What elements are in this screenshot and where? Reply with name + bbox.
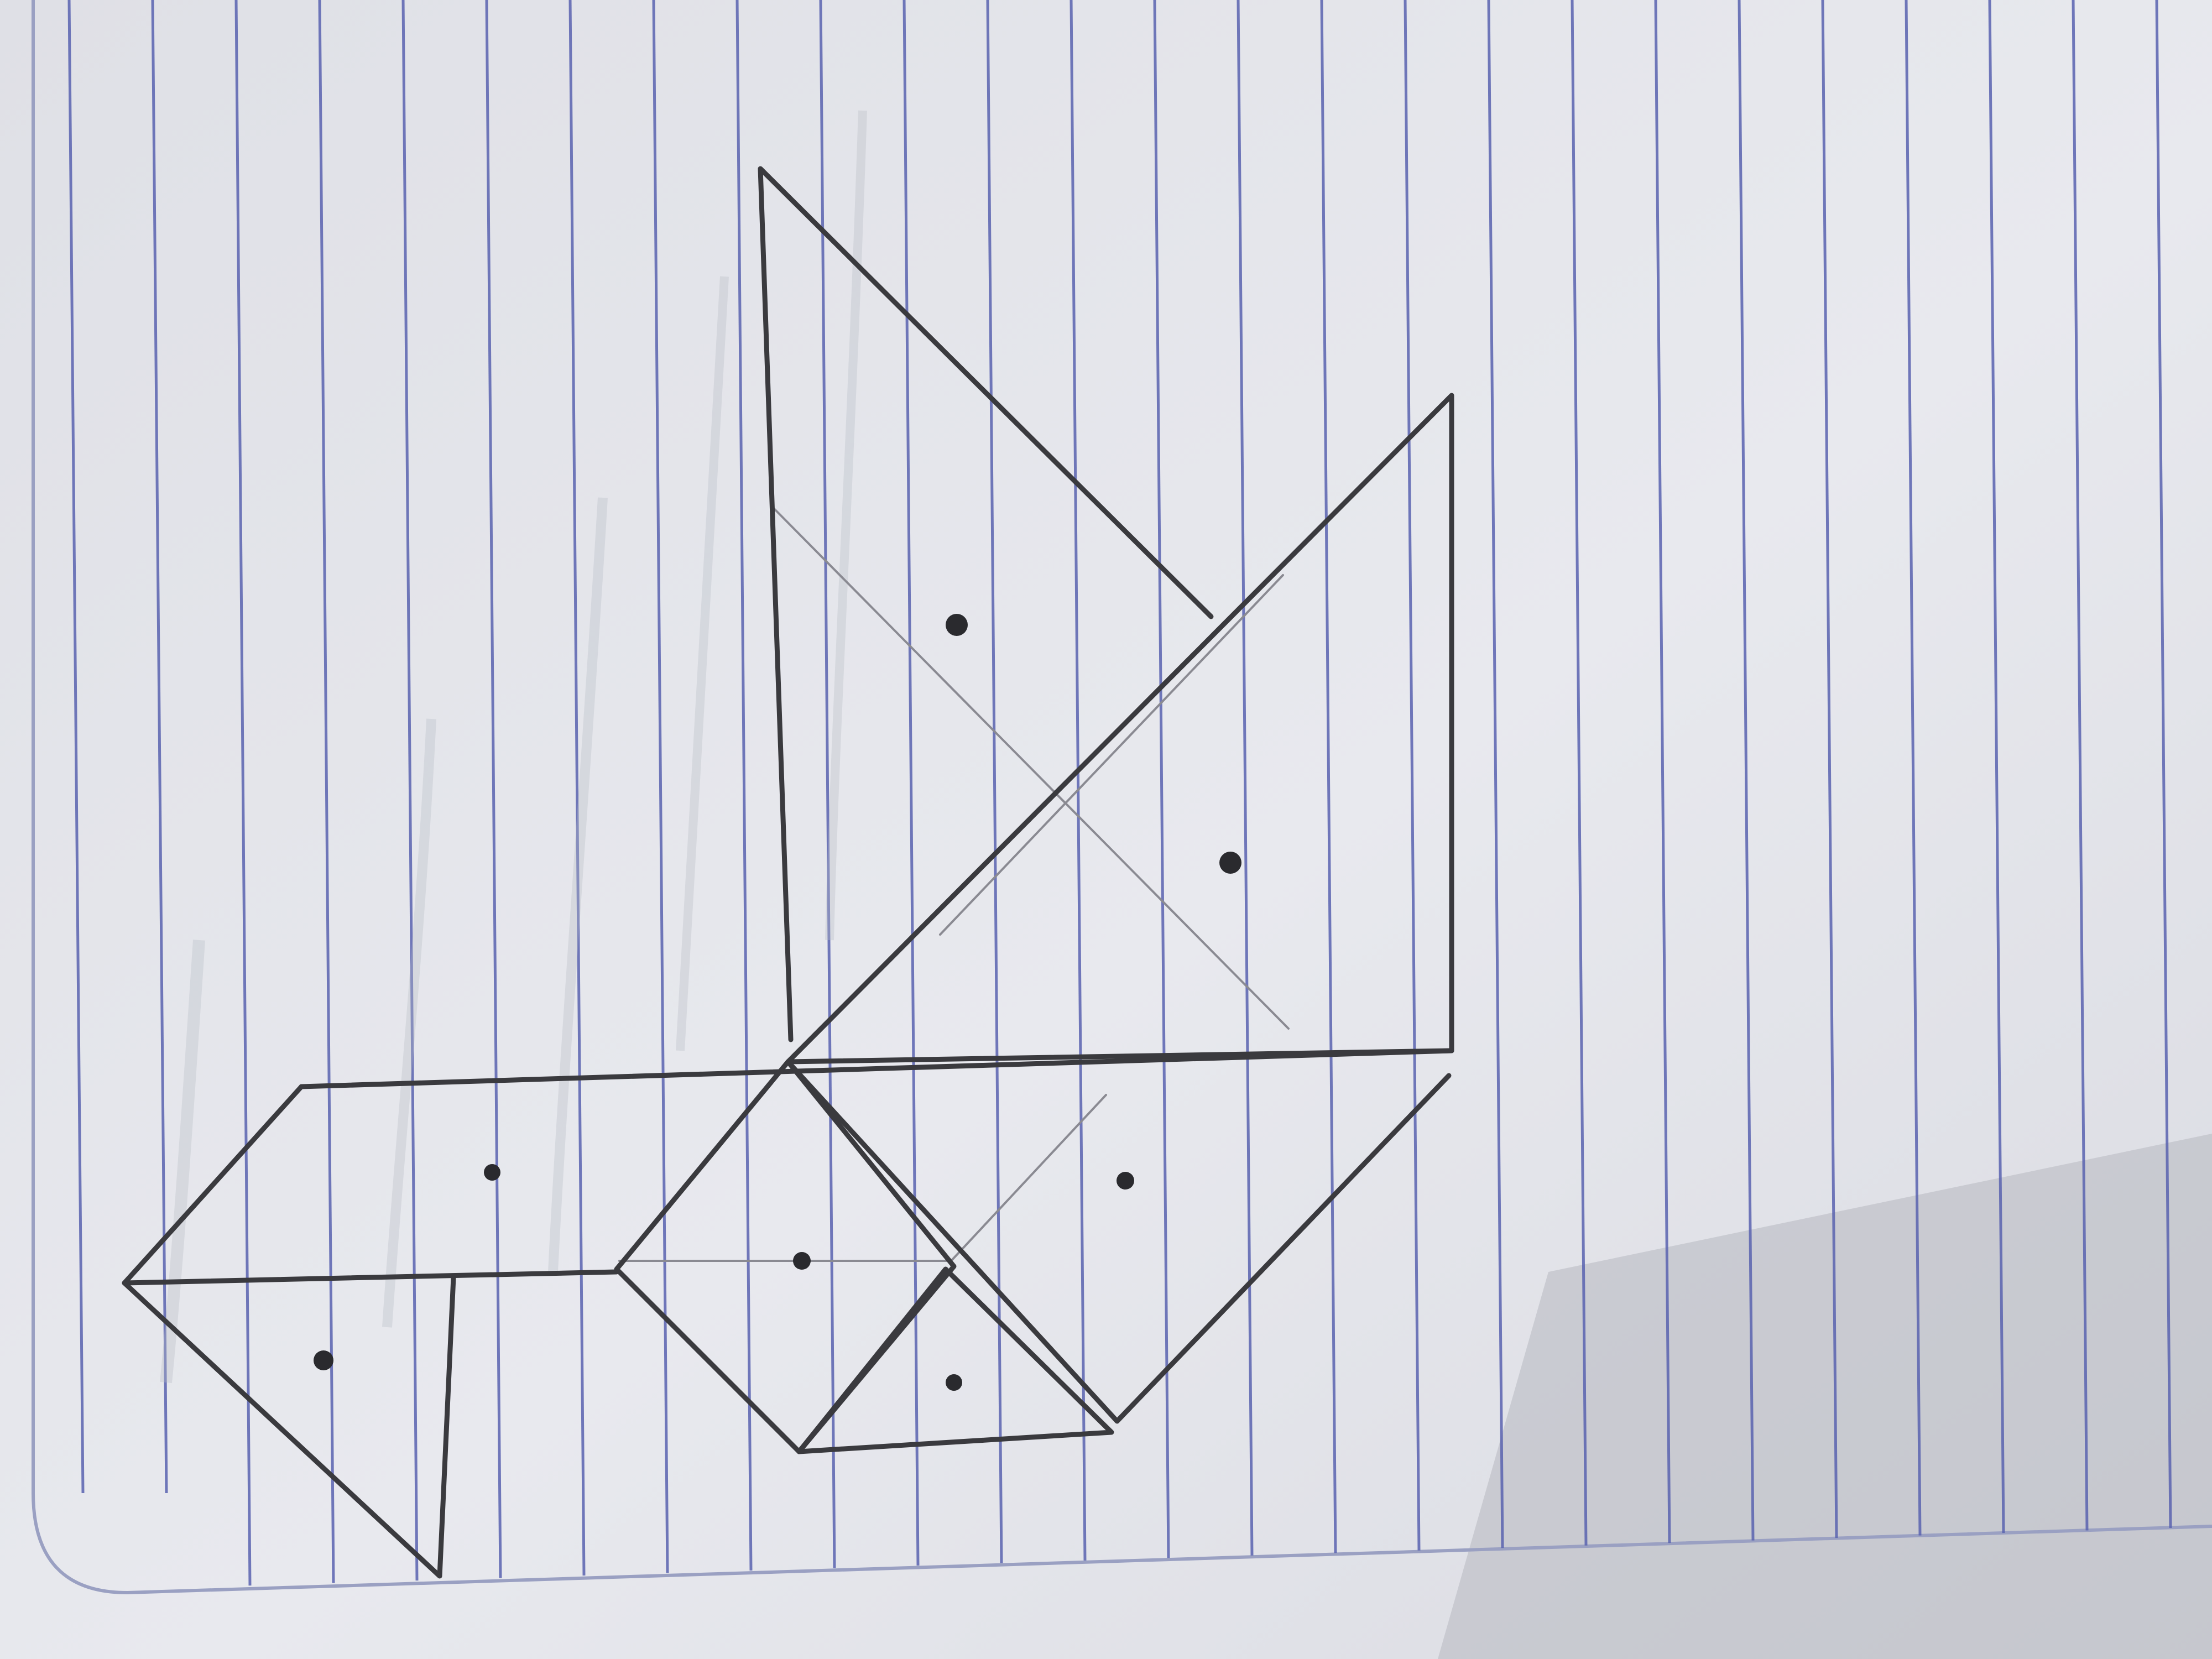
dot-small-triangle-bottom <box>946 1374 962 1391</box>
dot-medium-triangle <box>1117 1172 1134 1190</box>
dot-large-triangle-top <box>946 614 968 636</box>
dot-large-triangle-right <box>1219 852 1241 874</box>
dot-small-triangle-left <box>314 1350 333 1370</box>
dot-square <box>793 1252 811 1270</box>
dot-parallelogram <box>484 1164 500 1181</box>
